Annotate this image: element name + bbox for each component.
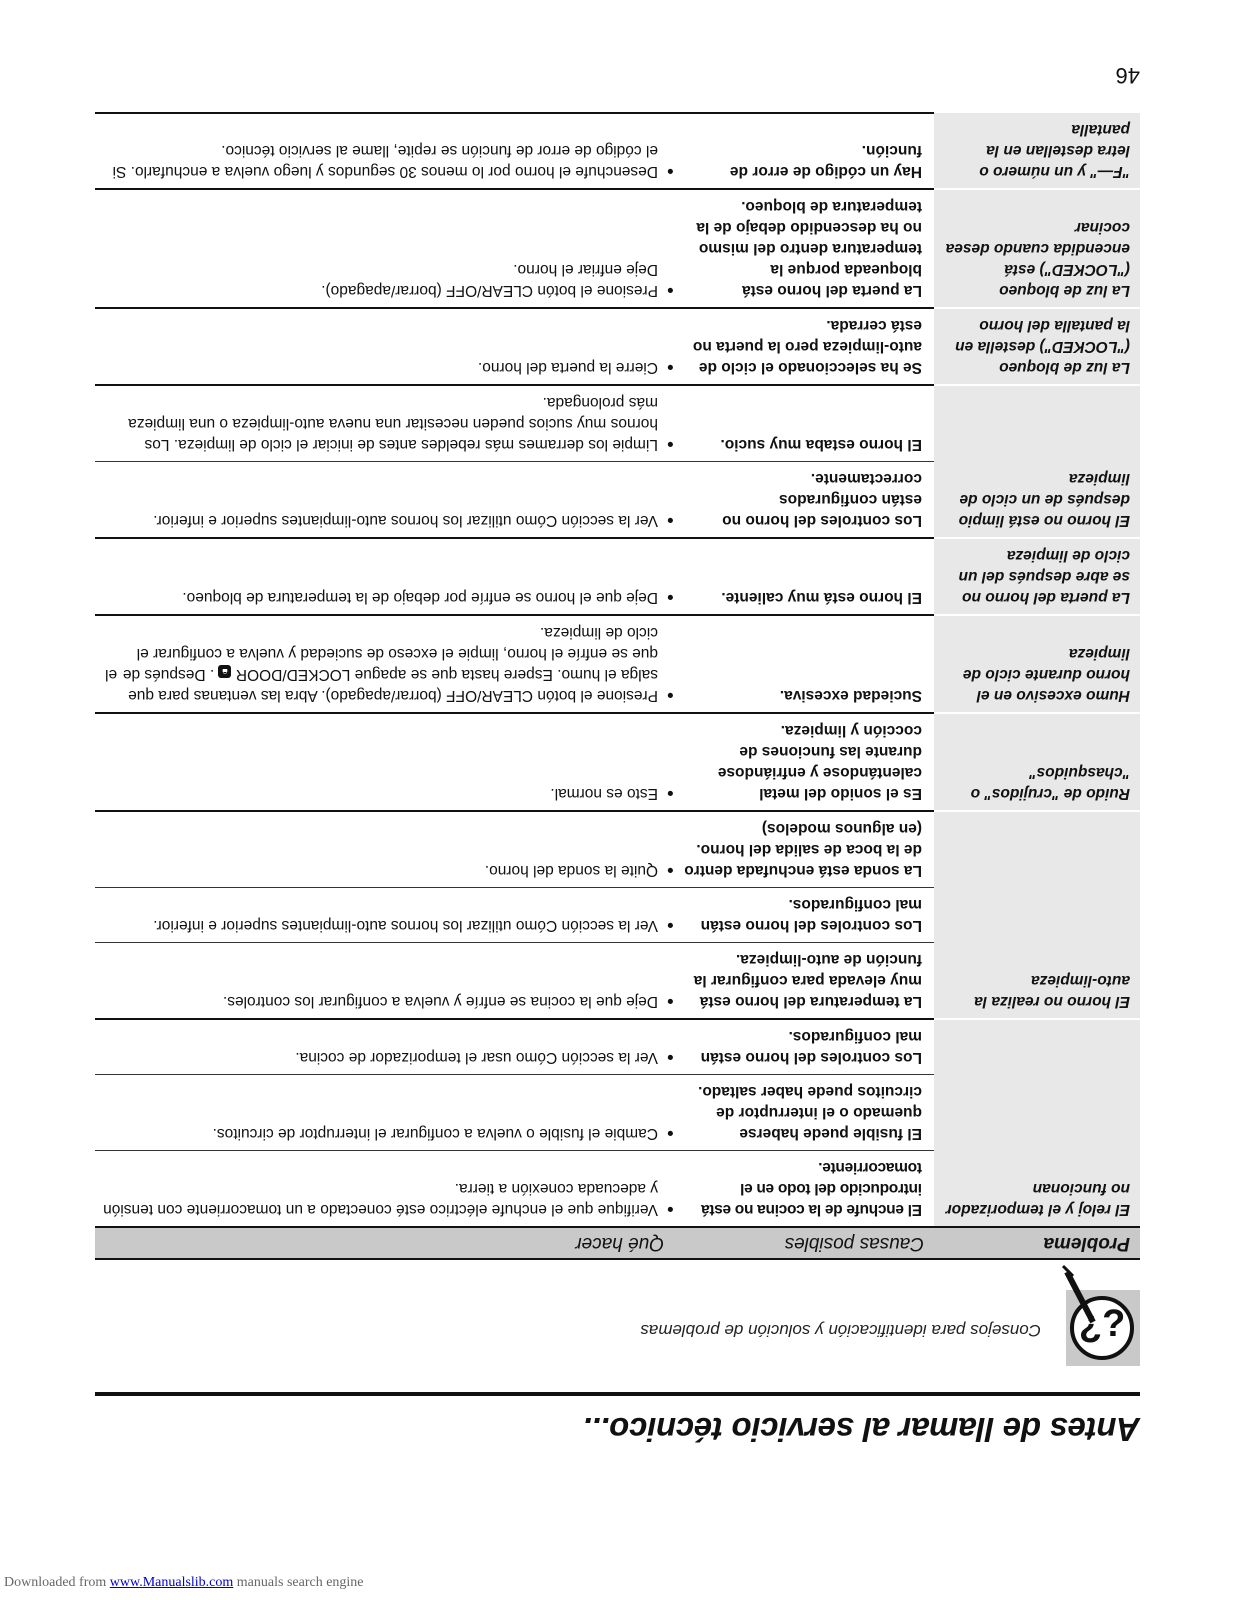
- problem-cell: La luz de bloqueo ("LOCKED") está encendida cuando desea cocinar: [934, 189, 1140, 308]
- download-footer: [4, 1575, 364, 1591]
- table-row: La puerta del horno no se abre después del un ciclo de limpieza El horno está muy caliente. ● Deje que el horno se enfríe por debajo de la temperatura de bloqueo.: [95, 538, 1140, 615]
- todo-text: Quite la sonda del horno.: [484, 862, 658, 879]
- cause-cell: La sonda está enchufada dentro de la boca de salida del horno. (en algunos modelos): [674, 811, 934, 888]
- cause-cell: Hay un código de error de función.: [674, 113, 934, 189]
- table-row: La luz de bloqueo ("LOCKED") destella en la pantalla del horno Se ha seleccionado el ciclo de auto-limpieza pero la puerta no está cerrada. ● Cierre la puerta del horno.: [95, 308, 1140, 385]
- page-number: 46: [1115, 63, 1140, 88]
- todo-text: Ver la sección Cómo utilizar los hornos auto-limpiantes superior e inferior.: [153, 512, 658, 529]
- todo-text: Deje enfriar el horno.: [513, 261, 658, 278]
- table-row: Los controles del horno están mal configurados. ● Ver la sección Cómo usar el temporizador de cocina.: [95, 1019, 1140, 1075]
- cause-cell: El horno estaba muy sucio.: [674, 385, 934, 462]
- manualslib-link[interactable]: www.Manualslib.com: [109, 1575, 234, 1590]
- page-subtitle: Consejos para identificación y solución de problemas: [640, 1321, 1041, 1340]
- magnifier-handle-icon: [1057, 1264, 1097, 1324]
- table-row: La luz de bloqueo ("LOCKED") está encendida cuando desea cocinar La puerta del horno está bloqueada porque la temperatura dentro del mismo no ha descendido debajo de la temperatura de bloqueo. ● Presione el botón CLEAR/OFF (borrar/apagado). Deje enfriar el horno.: [95, 189, 1140, 308]
- problem-cell: Humo excesivo en el horno durante ciclo de limpieza: [934, 615, 1140, 713]
- cause-cell: Los controles del horno están mal configurados.: [674, 1019, 934, 1075]
- header-causes: Causas posibles: [674, 1227, 934, 1259]
- problem-cell: El horno no está limpio después de un ciclo de limpieza: [934, 385, 1140, 538]
- todo-text: Esto es normal.: [550, 785, 658, 802]
- todo-text: Ver la sección Cómo utilizar los hornos auto-limpiantes superior e inferior.: [153, 917, 658, 934]
- cause-cell: El horno está muy caliente.: [674, 538, 934, 615]
- todo-text: Limpie los derrames más rebeldes antes de iniciar el ciclo de limpieza. Los hornos muy sucios pueden necesitar una nueva auto-limpieza o una limpieza más prolongada.: [128, 394, 658, 453]
- table-row: El reloj y el temporizador no funcionan El enchufe de la cocina no está introducido del todo en el tomacorriente. ● Verifique que el enchufe eléctrico esté conectado a un tomacorriente con tensión y adecuada conexión a tierra.: [95, 1151, 1140, 1228]
- problem-cell: El reloj y el temporizador no funcionan: [934, 1019, 1140, 1227]
- problem-cell: La puerta del horno no se abre después del un ciclo de limpieza: [934, 538, 1140, 615]
- todo-text: Ver la sección Cómo usar el temporizador de cocina.: [295, 1049, 658, 1066]
- cause-cell: La puerta del horno está bloqueada porque la temperatura dentro del mismo no ha descendido debajo de la temperatura de bloqueo.: [674, 189, 934, 308]
- stray-text: el: [105, 666, 118, 683]
- cause-cell: El fusible puede haberse quemado o el interruptor de circuitos puede haber saltado.: [674, 1075, 934, 1151]
- cause-cell: Suciedad excesiva.: [674, 615, 934, 713]
- table-row: El fusible puede haberse quemado o el interruptor de circuitos puede haber saltado. ● Cambie el fusible o vuelva a configurar el interruptor de circuitos.: [95, 1075, 1140, 1151]
- table-row: El horno no está limpio después de un ciclo de limpieza Los controles del horno no están configurados correctamente. ● Ver la sección Cómo utilizar los hornos auto-limpiantes superior e inferior.: [95, 462, 1140, 539]
- footer-prefix: Downloaded from: [4, 1575, 110, 1590]
- todo-text: Deje que el horno se enfríe por debajo de la temperatura de bloqueo.: [182, 589, 658, 606]
- problem-cell: El horno no realiza la auto-limpieza: [934, 811, 1140, 1019]
- title-divider: [95, 1392, 1140, 1396]
- cause-cell: Los controles del horno están mal configurados.: [674, 888, 934, 943]
- table-row: Los controles del horno están mal configurados. ● Ver la sección Cómo utilizar los hornos auto-limpiantes superior e inferior.: [95, 888, 1140, 943]
- todo-text: Deje que la cocina se enfríe y vuelva a configurar los controles.: [222, 993, 658, 1010]
- problem-cell: Ruido de "crujidos" o "chasquidos": [934, 713, 1140, 811]
- table-row: El horno estaba muy sucio. ● Limpie los derrames más rebeldes antes de iniciar el ciclo de limpieza. Los hornos muy sucios pueden necesitar una nueva auto-limpieza o una limpieza más prolongada.: [95, 385, 1140, 462]
- cause-cell: Los controles del horno no están configurados correctamente.: [674, 462, 934, 539]
- header-problem: Problema: [934, 1227, 1140, 1259]
- table-row: "F—" y un número o letra destellan en la pantalla Hay un código de error de función. ● Desenchufe el horno por lo menos 30 segundos y luego vuelva a enchufarlo. Si el código de error de función se repite, llame al servicio técnico.: [95, 113, 1140, 189]
- lock-icon: 🔒︎: [219, 665, 232, 678]
- table-row: Humo excesivo en el horno durante ciclo de limpieza Suciedad excesiva. ● Presione el botón CLEAR/OFF (borrar/apagado). Abra las ventanas para que salga el humo. Espere hasta que se apague LOCKED/DOOR 🔒︎ . Después de que se enfríe el horno, limpie el exceso de suciedad y vuelva a configurar el ciclo de limpieza. el: [95, 615, 1140, 713]
- footer-suffix: manuals search engine: [233, 1575, 364, 1590]
- header-todo: Qué hacer: [95, 1227, 674, 1259]
- page-title: Antes de llamar al servicio técnico...: [582, 1411, 1140, 1448]
- problem-cell: La luz de bloqueo ("LOCKED") destella en la pantalla del horno: [934, 308, 1140, 385]
- cause-cell: Se ha seleccionado el ciclo de auto-limpieza pero la puerta no está cerrada.: [674, 308, 934, 385]
- table-row: Ruido de "crujidos" o "chasquidos" Es el sonido del metal calentándose y enfriándose durante las funciones de cocción y limpieza. ● Esto es normal.: [95, 713, 1140, 811]
- todo-text: Desenchufe el horno por lo menos 30 segundos y luego vuelva a enchufarlo. Si el código de error de función se repite, llame al servicio técnico.: [112, 142, 658, 180]
- todo-text: Cierre la puerta del horno.: [477, 359, 658, 376]
- todo-text: Cambie el fusible o vuelva a configurar el interruptor de circuitos.: [212, 1125, 658, 1142]
- table-row: La sonda está enchufada dentro de la boca de salida del horno. (en algunos modelos) ● Quite la sonda del horno.: [95, 811, 1140, 888]
- todo-text: Presione el botón CLEAR/OFF (borrar/apagado).: [321, 282, 658, 299]
- table-row: El horno no realiza la auto-limpieza La temperatura del horno está muy elevada para configurar la función de auto-limpieza. ● Deje que la cocina se enfríe y vuelva a configurar los controles.: [95, 943, 1140, 1020]
- cause-cell: Es el sonido del metal calentándose y enfriándose durante las funciones de cocción y limpieza.: [674, 713, 934, 811]
- table-header-row: [95, 1227, 1140, 1259]
- troubleshooting-table: [95, 112, 1140, 1260]
- todo-text: Presione el botón CLEAR/OFF (borrar/apagado). Abra las ventanas para que salga el humo. Espere hasta que se apague LOCKED/DOOR 🔒︎ . Después de que se enfríe el horno, limpie el exceso de suciedad y vuelva a configurar el ciclo de limpieza.: [122, 624, 658, 704]
- problem-cell: "F—" y un número o letra destellan en la pantalla: [934, 113, 1140, 189]
- cause-cell: La temperatura del horno está muy elevada para configurar la función de auto-limpieza.: [674, 943, 934, 1020]
- question-mark-icon: ¿?: [1070, 1296, 1134, 1360]
- todo-text: Verifique que el enchufe eléctrico esté conectado a un tomacorriente con tensión y adecuada conexión a tierra.: [103, 1180, 658, 1218]
- cause-cell: El enchufe de la cocina no está introducido del todo en el tomacorriente.: [674, 1151, 934, 1228]
